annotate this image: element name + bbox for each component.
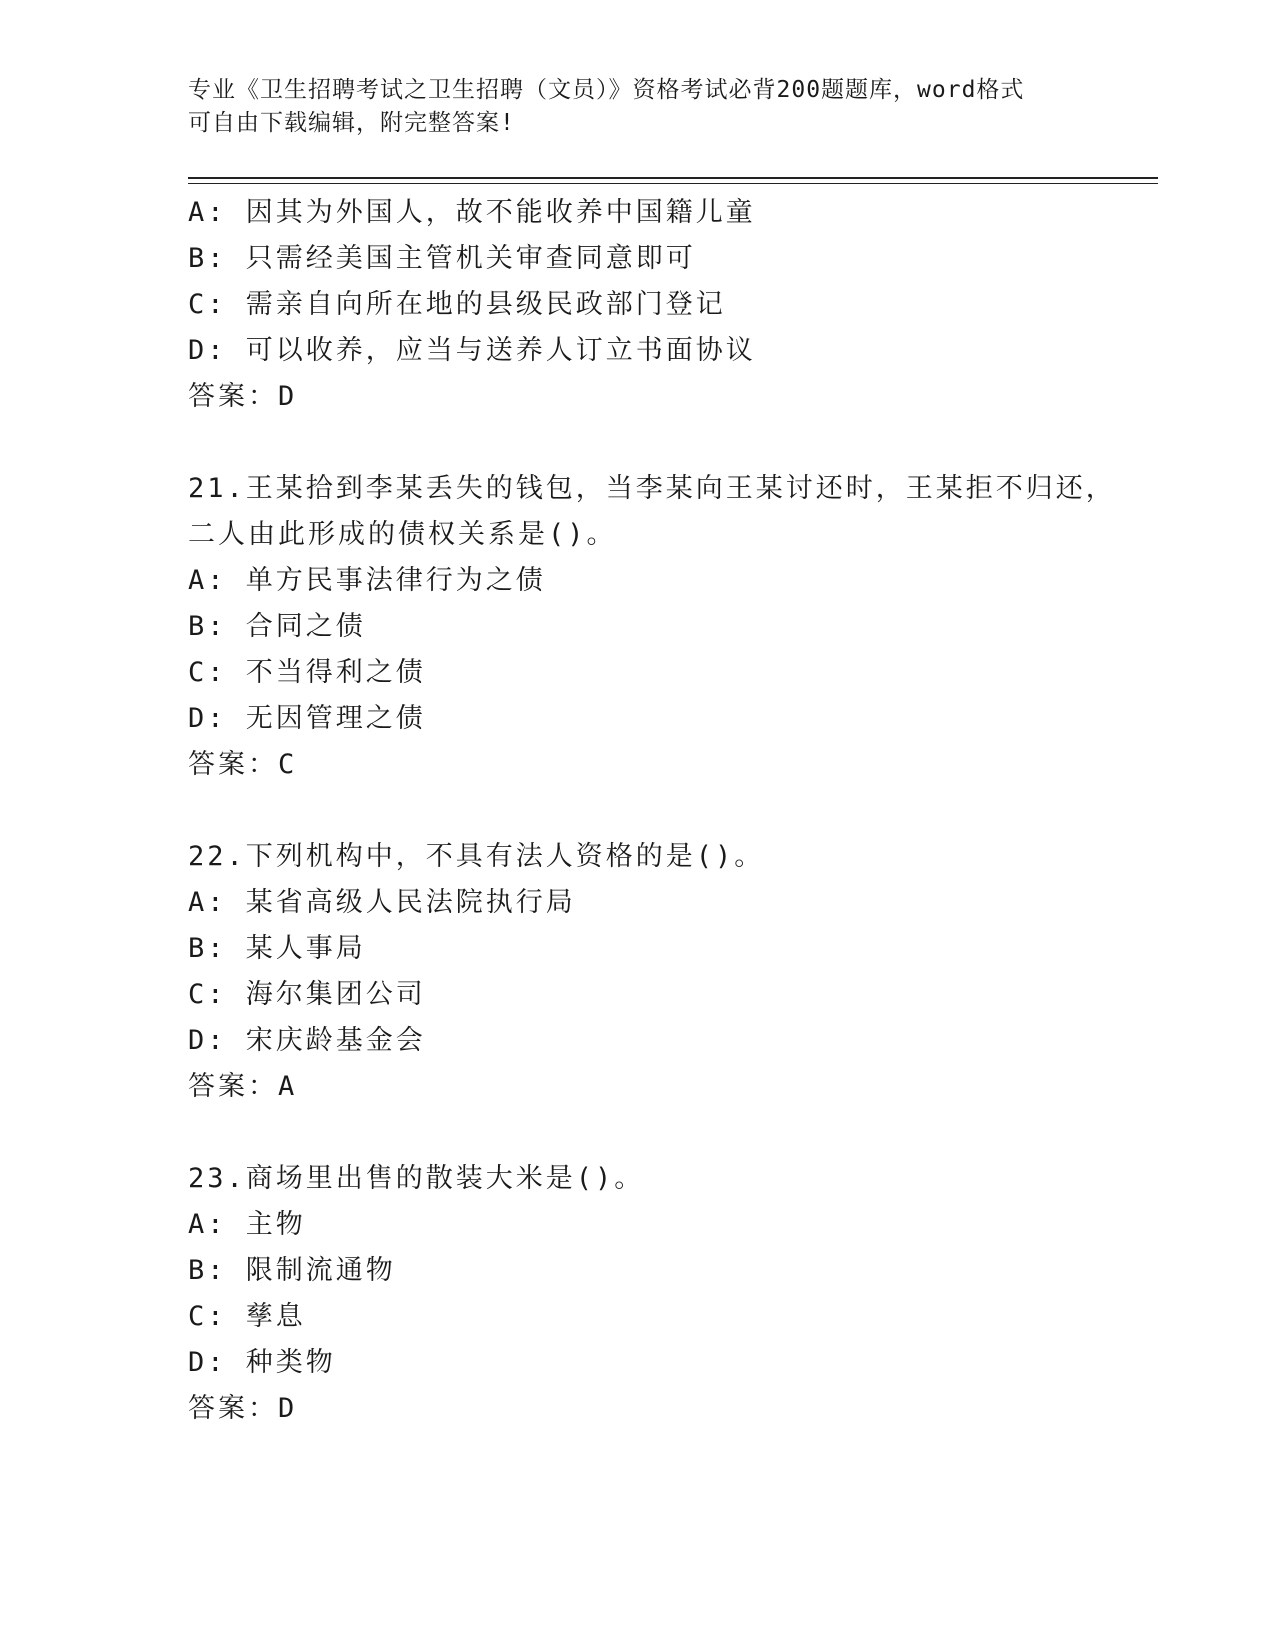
option-b: B: 某人事局 (188, 933, 366, 964)
option-a: A: 因其为外国人，故不能收养中国籍儿童 (188, 197, 756, 228)
question-block-21 (188, 466, 1158, 788)
header-line-1: 专业《卫生招聘考试之卫生招聘（文员）》资格考试必背200题题库，word格式 (188, 77, 1025, 103)
option-a: A: 单方民事法律行为之债 (188, 565, 546, 596)
question-block-23 (188, 1156, 1158, 1432)
option-a: A: 主物 (188, 1209, 306, 1240)
option-c: C: 需亲自向所在地的县级民政部门登记 (188, 289, 726, 320)
option-c: C: 海尔集团公司 (188, 979, 426, 1010)
question-text: 23.商场里出售的散装大米是()。 (188, 1163, 645, 1194)
option-c: C: 不当得利之债 (188, 657, 426, 688)
option-b: B: 限制流通物 (188, 1255, 396, 1286)
option-c: C: 孳息 (188, 1301, 306, 1332)
answer-line: 答案：D (188, 1393, 298, 1424)
answer-line: 答案：D (188, 381, 298, 412)
question-text: 22.下列机构中，不具有法人资格的是()。 (188, 841, 765, 872)
block-spacer (188, 420, 1158, 466)
option-d: D: 种类物 (188, 1347, 336, 1378)
question-block-22 (188, 834, 1158, 1110)
header-line-2: 可自由下载编辑，附完整答案! (188, 110, 515, 136)
option-d: D: 宋庆龄基金会 (188, 1025, 426, 1056)
option-b: B: 只需经美国主管机关审查同意即可 (188, 243, 696, 274)
header-divider (188, 177, 1158, 179)
answer-line: 答案：A (188, 1071, 298, 1102)
question-block-20 (188, 190, 1158, 420)
document-header (188, 74, 1088, 140)
answer-line: 答案：C (188, 749, 298, 780)
option-a: A: 某省高级人民法院执行局 (188, 887, 576, 918)
question-text-continued: 二人由此形成的债权关系是()。 (188, 519, 617, 550)
block-spacer (188, 1110, 1158, 1156)
header-divider-thin (188, 183, 1158, 184)
option-b: B: 合同之债 (188, 611, 366, 642)
option-d: D: 无因管理之债 (188, 703, 426, 734)
option-d: D: 可以收养，应当与送养人订立书面协议 (188, 335, 756, 366)
question-text: 21.王某拾到李某丢失的钱包，当李某向王某讨还时，王某拒不归还， (188, 473, 1116, 504)
block-spacer (188, 788, 1158, 834)
question-list (188, 190, 1158, 1432)
